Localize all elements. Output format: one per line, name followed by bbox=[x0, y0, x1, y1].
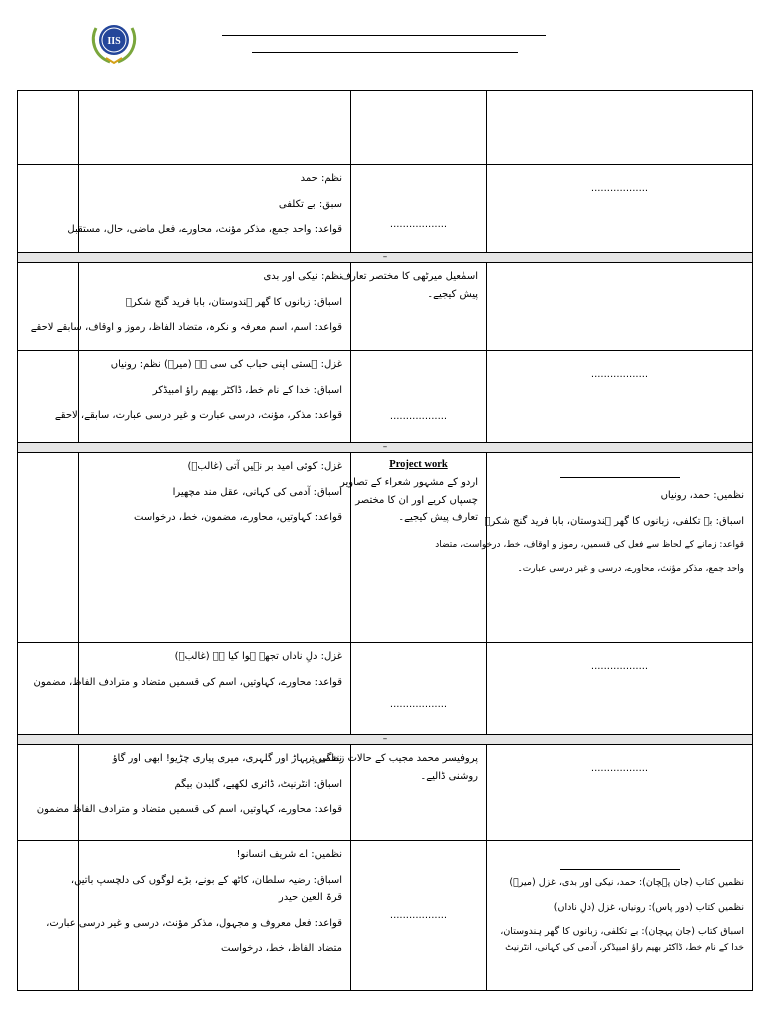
activity-line: اردو کے مشہور شعراء کے تصاویر bbox=[340, 477, 478, 489]
header-cell-month bbox=[18, 91, 79, 165]
table-row bbox=[18, 263, 753, 351]
content-line: سبق: بے تکلفی bbox=[278, 198, 342, 210]
assessment-cell bbox=[487, 643, 753, 735]
content-line: قواعد: فعل معروف و مجہول، مذکر مؤنث، درسی و غیر درسی عبارت، bbox=[46, 917, 342, 929]
month-cell bbox=[18, 453, 79, 643]
assessment-line: نظمیں کتاب (دور پاس): رونیاں، غزل (دلِ ناداں) bbox=[553, 901, 744, 913]
content-cell bbox=[30, 263, 351, 351]
activity-line: چسپاں کریے اور ان کا مختصر bbox=[355, 494, 478, 506]
assessment-dots: .................. bbox=[590, 661, 649, 672]
activity-cell bbox=[340, 263, 487, 351]
content-line: نظمیں: اے شریف انسانو! bbox=[236, 849, 342, 860]
content-line: قواعد: کہاوتیں، محاورے، مضمون، خط، درخواست bbox=[134, 512, 342, 523]
separator-row bbox=[18, 253, 753, 263]
assessment-line: خدا کے نام خط، ڈاکٹر بھیم راؤ امبیڈکر، آدمی کی کہانی، انٹرنیٹ bbox=[505, 943, 744, 954]
assessment-line: قواعد: زمانے کے لحاظ سے فعل کی قسمیں، رموز و اوقاف، خط، درخواست، متضاد bbox=[435, 540, 744, 550]
activity-cell bbox=[306, 745, 487, 841]
activity-line: تعارف پیش کیجیے۔ bbox=[398, 512, 478, 524]
content-cell bbox=[67, 165, 351, 253]
table-row bbox=[18, 453, 753, 643]
activity-line: روشنی ڈالیے۔ bbox=[420, 770, 478, 782]
content-line: غزل: کوئی امید بر نہیں آتی (غالبؔ) bbox=[187, 461, 342, 472]
project-work-label: Project work bbox=[389, 459, 448, 470]
svg-text:IIS: IIS bbox=[107, 36, 121, 47]
content-line: نظمیں: پہاڑ اور گلہری، میری پیاری چڑیو! ابھی اور گاؤ bbox=[112, 753, 342, 764]
content-line: قواعد: مذکر، مؤنث، درسی عبارت و غیر درسی عبارت، سابقے، لاحقے bbox=[54, 410, 342, 421]
activity-dots: .................. bbox=[389, 218, 448, 230]
header-cell-assessment bbox=[487, 91, 753, 165]
month-cell bbox=[18, 263, 79, 351]
activity-dots: .................. bbox=[389, 698, 448, 710]
activity-line: پروفیسر محمد مجیب کے حالات زندگی پر bbox=[306, 753, 478, 764]
separator-row bbox=[18, 735, 753, 745]
content-line: اسباق: زبانوں کا گھر ہندوستان، بابا فرید گنج شکرؒ bbox=[125, 296, 342, 308]
month-cell bbox=[18, 745, 79, 841]
assessment-line: اسباق کتاب (جان پہچان): بے تکلفی، زبانوں کا گھر ہندوستان، bbox=[500, 926, 744, 938]
table-row bbox=[18, 643, 753, 735]
syllabus-table bbox=[17, 90, 753, 991]
content-cell bbox=[79, 453, 351, 643]
activity-cell bbox=[351, 643, 487, 735]
content-cell bbox=[54, 351, 351, 443]
assessment-line: واحد جمع، مذکر مؤنث، محاورے، درسی و غیر درسی عبارت۔ bbox=[517, 563, 744, 574]
content-line: نظم: حمد bbox=[300, 173, 342, 184]
title-line bbox=[222, 35, 546, 36]
activity-cell bbox=[351, 351, 487, 443]
header-cell-content bbox=[79, 91, 351, 165]
assessment-line: نظمیں: حمد، رونیاں bbox=[660, 490, 744, 501]
content-line: متضاد الفاظ، خط، درخواست bbox=[221, 943, 342, 954]
activity-cell bbox=[351, 841, 487, 991]
assessment-dots: .................. bbox=[590, 183, 649, 194]
content-line: قرۃ العین حیدر bbox=[278, 892, 342, 903]
table-row bbox=[18, 351, 753, 443]
underline-rule bbox=[560, 869, 680, 870]
assessment-dots: .................. bbox=[590, 763, 649, 774]
table-row bbox=[18, 745, 753, 841]
content-cell bbox=[46, 841, 351, 991]
content-line: اسباق: رضیہ سلطان، کاٹھ کے بونے، بڑے لوگوں کی دلچسپ باتیں، bbox=[70, 874, 342, 886]
school-logo bbox=[88, 18, 140, 66]
header-cell-activity bbox=[351, 91, 487, 165]
table-row bbox=[18, 165, 753, 253]
assessment-line: نظمیں کتاب (جان پہچان): حمد، نیکی اور بدی، غزل (میرؔ) bbox=[509, 877, 744, 888]
assessment-cell bbox=[487, 165, 753, 253]
assessment-cell bbox=[487, 263, 753, 351]
content-line: غزل: ہستی اپنی حباب کی سی ہے (میرؔ) نظم: رونیاں bbox=[110, 359, 342, 370]
table-header-row bbox=[18, 91, 753, 165]
separator-row bbox=[18, 443, 753, 453]
table-row bbox=[18, 841, 753, 991]
content-line: قواعد: محاورے، کہاوتیں، اسم کی قسمیں متضاد و مترادف الفاظ، مضمون bbox=[33, 676, 342, 688]
separator-mark: – bbox=[18, 735, 753, 745]
assessment-dots: .................. bbox=[590, 369, 649, 380]
subtitle-line bbox=[252, 52, 518, 53]
underline-rule bbox=[560, 477, 680, 478]
content-line: اسباق: خدا کے نام خط، ڈاکٹر بھیم راؤ امبیڈکر bbox=[152, 384, 342, 396]
activity-dots: .................. bbox=[389, 909, 448, 921]
content-line: قواعد: محاورے، کہاوتیں، اسم کی قسمیں متضاد و مترادف الفاظ مضمون bbox=[36, 804, 342, 815]
assessment-line: اسباق: بے تکلفی، زبانوں کا گھر ہندوستان، بابا فرید گنج شکرؒ bbox=[484, 515, 744, 527]
content-line: اسباق: انٹرنیٹ، ڈائری لکھیے، گلبدن بیگم bbox=[174, 778, 342, 790]
assessment-cell bbox=[487, 745, 753, 841]
assessment-cell bbox=[487, 841, 753, 991]
separator-mark: – bbox=[18, 253, 753, 263]
activity-dots: .................. bbox=[389, 410, 448, 422]
content-line: اسباق: آدمی کی کہانی، عقل مند مچھیرا bbox=[172, 486, 342, 498]
month-cell bbox=[18, 351, 79, 443]
separator-mark: – bbox=[18, 443, 753, 453]
assessment-cell bbox=[487, 351, 753, 443]
activity-line: اسمٰعیل میرٹھی کا مختصر تعارف bbox=[340, 271, 478, 282]
month-cell bbox=[18, 165, 79, 253]
content-cell bbox=[33, 643, 351, 735]
activity-cell bbox=[351, 165, 487, 253]
content-line: قواعد: اسم، اسم معرفہ و نکرہ، متضاد الفاظ، رموز و اوقاف، سابقے لاحقے bbox=[30, 322, 342, 333]
content-line: نظم: نیکی اور بدی bbox=[263, 271, 342, 282]
content-line: قواعد: واحد جمع، مذکر مؤنث، محاورے، فعل ماضی، حال، مستقبل bbox=[67, 224, 342, 235]
content-line: غزل: دلِ ناداں تجھے ہوا کیا ہے (غالبؔ) bbox=[174, 651, 342, 662]
activity-line: پیش کیجیے۔ bbox=[427, 288, 478, 300]
